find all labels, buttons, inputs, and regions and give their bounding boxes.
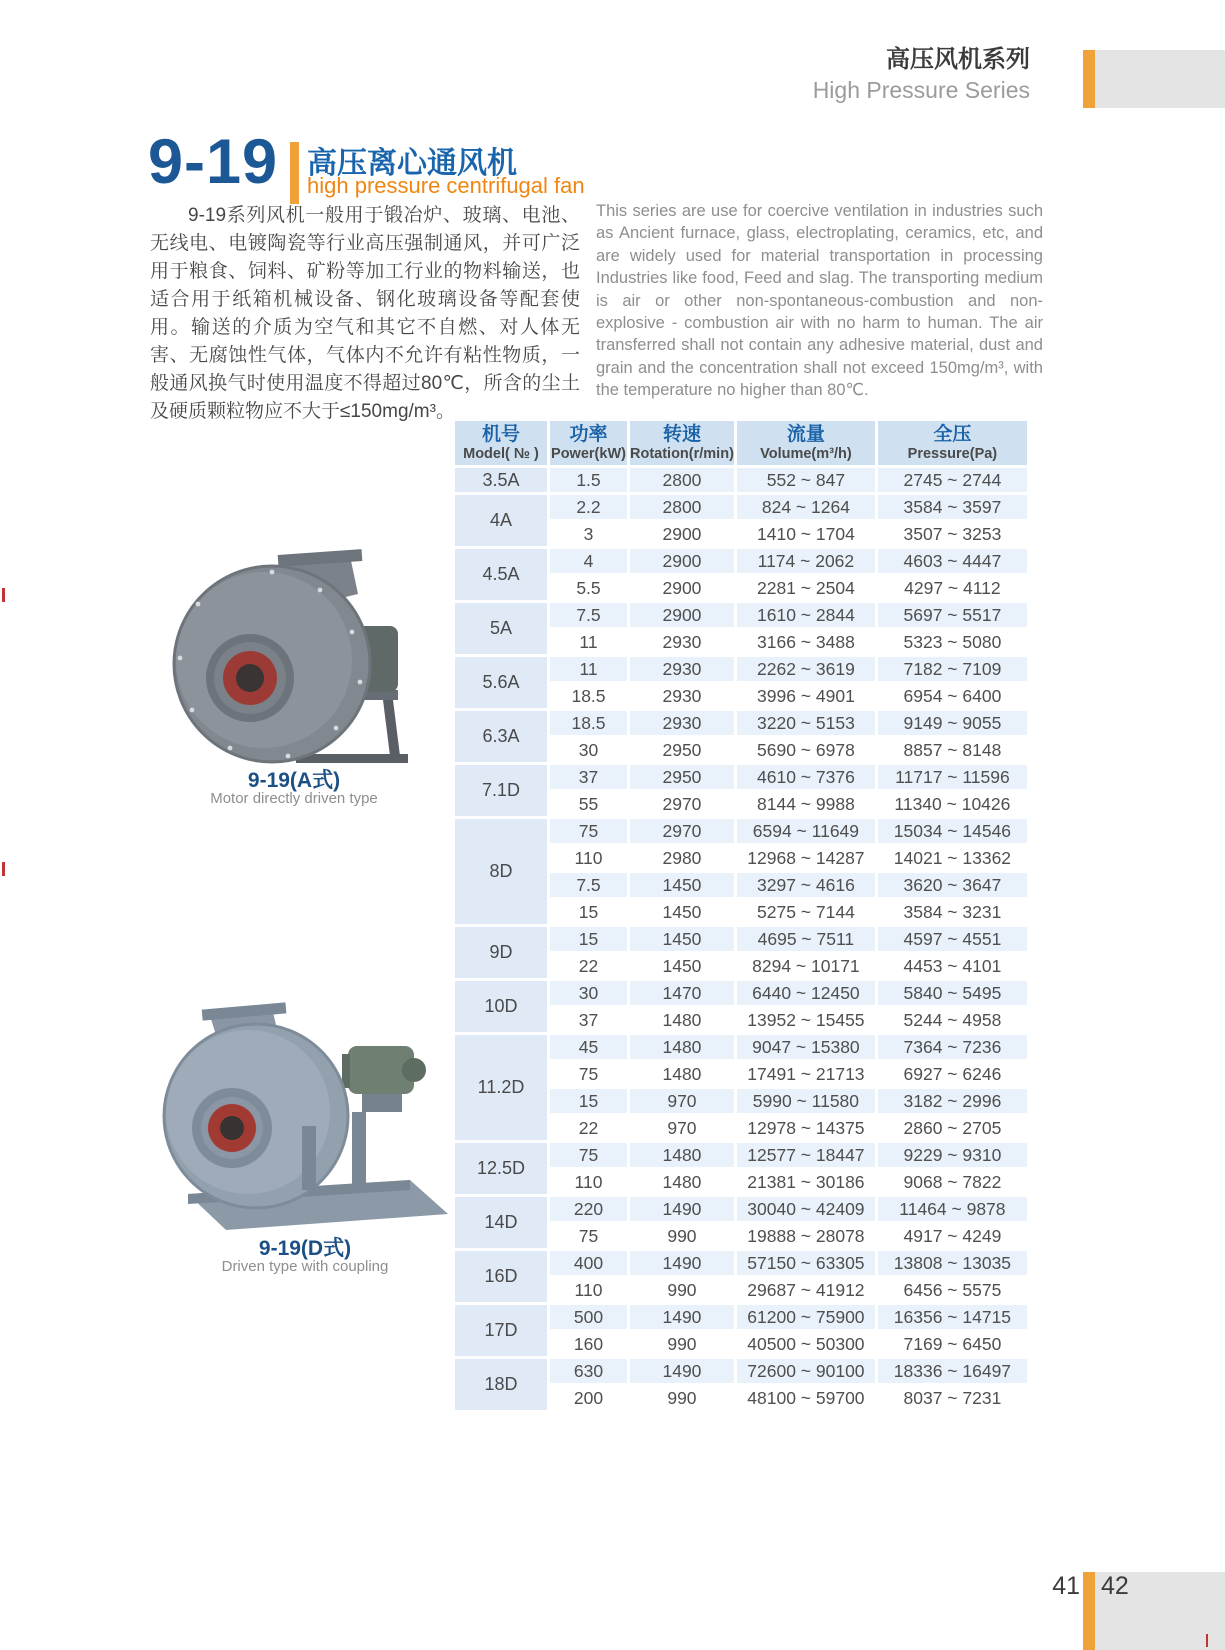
- fan-image-type-d: [152, 998, 458, 1230]
- rotation-cell: 2930: [630, 684, 734, 708]
- table-row: [455, 549, 1027, 573]
- pressure-cell: 8857 ~ 8148: [878, 738, 1027, 762]
- power-cell: 400: [550, 1251, 627, 1275]
- volume-cell: 61200 ~ 75900: [737, 1305, 875, 1329]
- model-cell: 12.5D: [455, 1143, 547, 1194]
- power-cell: 37: [550, 1008, 627, 1032]
- pressure-cell: 7169 ~ 6450: [878, 1332, 1027, 1356]
- column-header-en: Rotation(r/min): [630, 446, 734, 462]
- rotation-cell: 1480: [630, 1035, 734, 1059]
- rotation-cell: 1450: [630, 954, 734, 978]
- volume-cell: 9047 ~ 15380: [737, 1035, 875, 1059]
- volume-cell: 5690 ~ 6978: [737, 738, 875, 762]
- pressure-cell: 9229 ~ 9310: [878, 1143, 1027, 1167]
- volume-cell: 5275 ~ 7144: [737, 900, 875, 924]
- volume-cell: 30040 ~ 42409: [737, 1197, 875, 1221]
- pressure-cell: 6954 ~ 6400: [878, 684, 1027, 708]
- volume-cell: 72600 ~ 90100: [737, 1359, 875, 1383]
- pressure-cell: 4453 ~ 4101: [878, 954, 1027, 978]
- product-name-cn: 高压离心通风机: [307, 147, 517, 180]
- rotation-cell: 2970: [630, 819, 734, 843]
- model-cell: 4.5A: [455, 549, 547, 600]
- volume-cell: 3166 ~ 3488: [737, 630, 875, 654]
- pressure-cell: 7364 ~ 7236: [878, 1035, 1027, 1059]
- pressure-cell: 5697 ~ 5517: [878, 603, 1027, 627]
- column-header-en: Model( № ): [463, 446, 539, 462]
- rotation-cell: 2900: [630, 522, 734, 546]
- spec-table-header: [455, 421, 1027, 465]
- rotation-cell: 2800: [630, 495, 734, 519]
- rotation-cell: 970: [630, 1089, 734, 1113]
- pressure-cell: 2745 ~ 2744: [878, 468, 1027, 492]
- rotation-cell: 1490: [630, 1197, 734, 1221]
- volume-cell: 6440 ~ 12450: [737, 981, 875, 1005]
- registration-mark: [1206, 1634, 1208, 1647]
- product-model-number: 9-19: [148, 127, 279, 197]
- power-cell: 30: [550, 738, 627, 762]
- power-cell: 500: [550, 1305, 627, 1329]
- rotation-cell: 1490: [630, 1359, 734, 1383]
- volume-cell: 1610 ~ 2844: [737, 603, 875, 627]
- rotation-cell: 990: [630, 1386, 734, 1410]
- figure-a-caption-en: Motor directly driven type: [210, 790, 378, 807]
- volume-cell: 48100 ~ 59700: [737, 1386, 875, 1410]
- pressure-cell: 11340 ~ 10426: [878, 792, 1027, 816]
- page-number-right: 42: [1101, 1572, 1129, 1600]
- spec-table-body: [455, 468, 1027, 1410]
- table-row: [455, 1251, 1027, 1275]
- power-cell: 37: [550, 765, 627, 789]
- table-row: [455, 468, 1027, 492]
- volume-cell: 57150 ~ 63305: [737, 1251, 875, 1275]
- header-gray-block: [1095, 50, 1225, 108]
- column-header-cn: 机号: [481, 424, 520, 445]
- volume-cell: 40500 ~ 50300: [737, 1332, 875, 1356]
- fan-d-illustration: [152, 998, 458, 1230]
- power-cell: 160: [550, 1332, 627, 1356]
- volume-cell: 4695 ~ 7511: [737, 927, 875, 951]
- power-cell: 630: [550, 1359, 627, 1383]
- rotation-cell: 1480: [630, 1143, 734, 1167]
- product-name-en: high pressure centrifugal fan: [307, 173, 585, 198]
- volume-cell: 1174 ~ 2062: [737, 549, 875, 573]
- pressure-cell: 18336 ~ 16497: [878, 1359, 1027, 1383]
- title-accent-bar: [290, 142, 299, 204]
- pressure-cell: 4603 ~ 4447: [878, 549, 1027, 573]
- column-header-cn: 流量: [786, 424, 825, 445]
- table-row: [455, 495, 1027, 519]
- power-cell: 11: [550, 630, 627, 654]
- series-title-cn: 高压风机系列: [886, 46, 1030, 73]
- pressure-cell: 5840 ~ 5495: [878, 981, 1027, 1005]
- power-cell: 45: [550, 1035, 627, 1059]
- model-cell: 14D: [455, 1197, 547, 1248]
- rotation-cell: 2900: [630, 603, 734, 627]
- column-header-en: Power(kW): [551, 446, 626, 462]
- intro-paragraph-en: This series are use for coercive ventilation in industries such as Ancient furnace, glass, electroplating, ceramics, etc, and are widely used for material transportation in processing Industries like food, Feed and slag. The transporting medium is air or other non-spontaneous-combustion and non- explosive - combustion air with no harm to human. The air transferred shall not contain any adhesive material, dust and grain and the concentration shall not exceed 150mg/m³, with the temperature no higher than 80℃.: [596, 202, 1043, 400]
- power-cell: 5.5: [550, 576, 627, 600]
- power-cell: 75: [550, 1143, 627, 1167]
- model-cell: 7.1D: [455, 765, 547, 816]
- power-cell: 110: [550, 1278, 627, 1302]
- figure-d-caption-en: Driven type with coupling: [221, 1258, 389, 1275]
- power-cell: 30: [550, 981, 627, 1005]
- registration-mark: [2, 588, 5, 602]
- page-number-left: 41: [1052, 1572, 1080, 1600]
- pressure-cell: 11717 ~ 11596: [878, 765, 1027, 789]
- pressure-cell: 5244 ~ 4958: [878, 1008, 1027, 1032]
- pressure-cell: 15034 ~ 14546: [878, 819, 1027, 843]
- rotation-cell: 1470: [630, 981, 734, 1005]
- volume-cell: 21381 ~ 30186: [737, 1170, 875, 1194]
- rotation-cell: 2950: [630, 765, 734, 789]
- power-cell: 15: [550, 927, 627, 951]
- pressure-cell: 7182 ~ 7109: [878, 657, 1027, 681]
- rotation-cell: 2930: [630, 711, 734, 735]
- pressure-cell: 14021 ~ 13362: [878, 846, 1027, 870]
- power-cell: 1.5: [550, 468, 627, 492]
- pressure-cell: 4297 ~ 4112: [878, 576, 1027, 600]
- registration-mark: [2, 862, 5, 876]
- power-cell: 220: [550, 1197, 627, 1221]
- power-cell: 22: [550, 954, 627, 978]
- rotation-cell: 1480: [630, 1062, 734, 1086]
- power-cell: 18.5: [550, 684, 627, 708]
- rotation-cell: 2900: [630, 576, 734, 600]
- table-row: [455, 927, 1027, 951]
- table-row: [455, 603, 1027, 627]
- table-row: [455, 819, 1027, 843]
- rotation-cell: 2930: [630, 657, 734, 681]
- rotation-cell: 2930: [630, 630, 734, 654]
- pressure-cell: 4597 ~ 4551: [878, 927, 1027, 951]
- table-row: [455, 1035, 1027, 1059]
- model-cell: 5.6A: [455, 657, 547, 708]
- rotation-cell: 2950: [630, 738, 734, 762]
- pressure-cell: 6927 ~ 6246: [878, 1062, 1027, 1086]
- column-header-3: [737, 421, 875, 465]
- pressure-cell: 3584 ~ 3231: [878, 900, 1027, 924]
- series-title-en: High Pressure Series: [812, 77, 1030, 103]
- footer-accent-bar: [1083, 1572, 1095, 1650]
- power-cell: 200: [550, 1386, 627, 1410]
- volume-cell: 17491 ~ 21713: [737, 1062, 875, 1086]
- rotation-cell: 2900: [630, 549, 734, 573]
- column-header-2: [630, 421, 734, 465]
- power-cell: 22: [550, 1116, 627, 1140]
- table-row: [455, 1359, 1027, 1383]
- volume-cell: 12577 ~ 18447: [737, 1143, 875, 1167]
- power-cell: 15: [550, 1089, 627, 1113]
- rotation-cell: 1490: [630, 1305, 734, 1329]
- rotation-cell: 990: [630, 1332, 734, 1356]
- pressure-cell: 3182 ~ 2996: [878, 1089, 1027, 1113]
- column-header-cn: 全压: [933, 424, 972, 445]
- pressure-cell: 3620 ~ 3647: [878, 873, 1027, 897]
- rotation-cell: 1480: [630, 1170, 734, 1194]
- intro-paragraph-cn: 9-19系列风机一般用于锻冶炉、玻璃、电池、无线电、电镀陶瓷等行业高压强制通风，并可广泛用于粮食、饲料、矿粉等加工行业的物料输送，也适合用于纸箱机械设备、钢化玻璃设备等配套使用。输送的介质为空气和其它不自燃、对人体无害、无腐蚀性气体，气体内不允许有粘性物质，一般通风换气时使用温度不得超过80℃，所含的尘土及硬质颗粒物应不大于≤150mg/m³。: [150, 205, 580, 422]
- volume-cell: 19888 ~ 28078: [737, 1224, 875, 1248]
- column-header-en: Volume(m³/h): [760, 446, 852, 462]
- model-cell: 5A: [455, 603, 547, 654]
- rotation-cell: 970: [630, 1116, 734, 1140]
- pressure-cell: 4917 ~ 4249: [878, 1224, 1027, 1248]
- rotation-cell: 1490: [630, 1251, 734, 1275]
- power-cell: 2.2: [550, 495, 627, 519]
- volume-cell: 4610 ~ 7376: [737, 765, 875, 789]
- volume-cell: 13952 ~ 15455: [737, 1008, 875, 1032]
- column-header-cn: 功率: [569, 424, 608, 445]
- model-cell: 9D: [455, 927, 547, 978]
- power-cell: 75: [550, 819, 627, 843]
- power-cell: 7.5: [550, 603, 627, 627]
- volume-cell: 2262 ~ 3619: [737, 657, 875, 681]
- fan-a-illustration: [168, 542, 420, 770]
- pressure-cell: 16356 ~ 14715: [878, 1305, 1027, 1329]
- volume-cell: 8294 ~ 10171: [737, 954, 875, 978]
- pressure-cell: 9149 ~ 9055: [878, 711, 1027, 735]
- pressure-cell: 8037 ~ 7231: [878, 1386, 1027, 1410]
- model-cell: 16D: [455, 1251, 547, 1302]
- model-cell: 6.3A: [455, 711, 547, 762]
- pressure-cell: 9068 ~ 7822: [878, 1170, 1027, 1194]
- rotation-cell: 1450: [630, 900, 734, 924]
- rotation-cell: 1450: [630, 873, 734, 897]
- pressure-cell: 6456 ~ 5575: [878, 1278, 1027, 1302]
- rotation-cell: 2980: [630, 846, 734, 870]
- column-header-en: Pressure(Pa): [907, 446, 998, 462]
- volume-cell: 824 ~ 1264: [737, 495, 875, 519]
- column-header-cn: 转速: [662, 424, 701, 445]
- volume-cell: 6594 ~ 11649: [737, 819, 875, 843]
- volume-cell: 1410 ~ 1704: [737, 522, 875, 546]
- pressure-cell: 3584 ~ 3597: [878, 495, 1027, 519]
- power-cell: 75: [550, 1062, 627, 1086]
- volume-cell: 3297 ~ 4616: [737, 873, 875, 897]
- volume-cell: 12968 ~ 14287: [737, 846, 875, 870]
- pressure-cell: 3507 ~ 3253: [878, 522, 1027, 546]
- power-cell: 75: [550, 1224, 627, 1248]
- column-header-4: [878, 421, 1027, 465]
- power-cell: 11: [550, 657, 627, 681]
- volume-cell: 8144 ~ 9988: [737, 792, 875, 816]
- rotation-cell: 990: [630, 1278, 734, 1302]
- model-cell: 8D: [455, 819, 547, 924]
- volume-cell: 29687 ~ 41912: [737, 1278, 875, 1302]
- series-header: [813, 44, 1030, 105]
- figure-d-caption-cn: 9-19(D式): [258, 1237, 352, 1260]
- figure-a-caption-cn: 9-19(A式): [247, 769, 341, 792]
- spec-table: [452, 418, 1030, 1413]
- model-cell: 4A: [455, 495, 547, 546]
- volume-cell: 12978 ~ 14375: [737, 1116, 875, 1140]
- header-accent-bar: [1083, 50, 1095, 108]
- rotation-cell: 990: [630, 1224, 734, 1248]
- table-row: [455, 765, 1027, 789]
- column-header-0: [455, 421, 547, 465]
- power-cell: 15: [550, 900, 627, 924]
- table-row: [455, 981, 1027, 1005]
- fan-image-type-a: [168, 542, 420, 770]
- table-row: [455, 1197, 1027, 1221]
- power-cell: 18.5: [550, 711, 627, 735]
- pressure-cell: 5323 ~ 5080: [878, 630, 1027, 654]
- volume-cell: 552 ~ 847: [737, 468, 875, 492]
- table-row: [455, 711, 1027, 735]
- rotation-cell: 1450: [630, 927, 734, 951]
- pressure-cell: 2860 ~ 2705: [878, 1116, 1027, 1140]
- power-cell: 3: [550, 522, 627, 546]
- table-row: [455, 1305, 1027, 1329]
- power-cell: 110: [550, 846, 627, 870]
- model-cell: 17D: [455, 1305, 547, 1356]
- model-cell: 3.5A: [455, 468, 547, 492]
- pressure-cell: 11464 ~ 9878: [878, 1197, 1027, 1221]
- power-cell: 110: [550, 1170, 627, 1194]
- model-cell: 18D: [455, 1359, 547, 1410]
- volume-cell: 3996 ~ 4901: [737, 684, 875, 708]
- volume-cell: 5990 ~ 11580: [737, 1089, 875, 1113]
- power-cell: 4: [550, 549, 627, 573]
- table-row: [455, 1143, 1027, 1167]
- model-cell: 11.2D: [455, 1035, 547, 1140]
- power-cell: 55: [550, 792, 627, 816]
- rotation-cell: 1480: [630, 1008, 734, 1032]
- power-cell: 7.5: [550, 873, 627, 897]
- table-row: [455, 657, 1027, 681]
- model-cell: 10D: [455, 981, 547, 1032]
- column-header-1: [550, 421, 627, 465]
- volume-cell: 3220 ~ 5153: [737, 711, 875, 735]
- rotation-cell: 2800: [630, 468, 734, 492]
- pressure-cell: 13808 ~ 13035: [878, 1251, 1027, 1275]
- rotation-cell: 2970: [630, 792, 734, 816]
- volume-cell: 2281 ~ 2504: [737, 576, 875, 600]
